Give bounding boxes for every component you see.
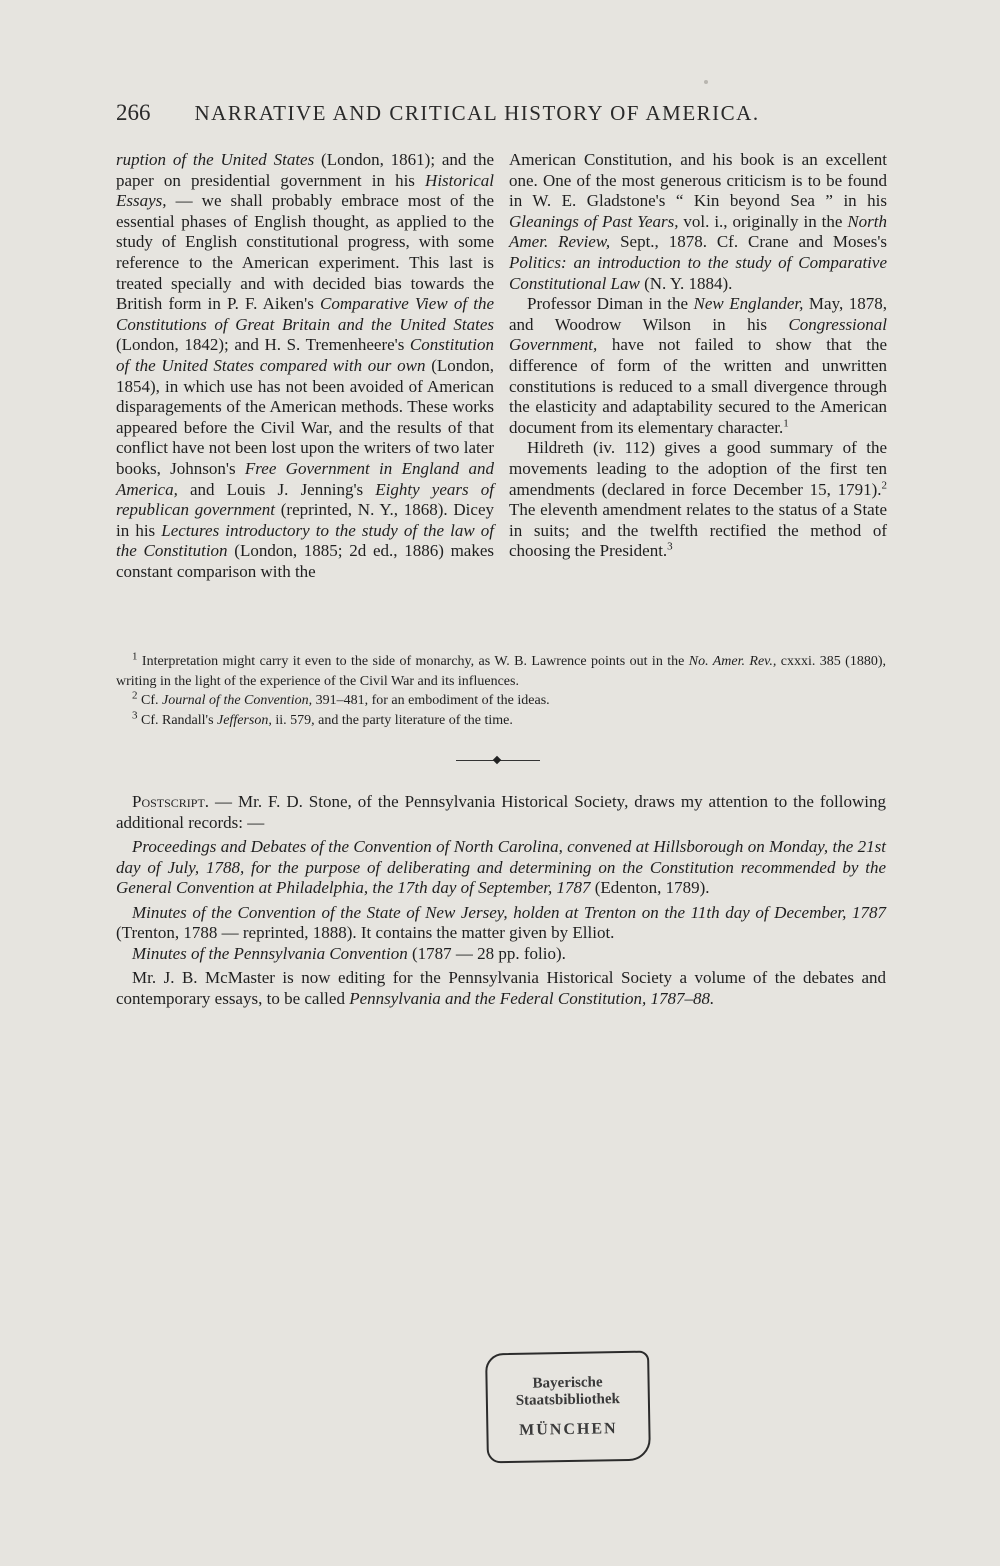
text-run: — Mr. F. D. Stone, of the Pennsylvania Historical Society, draws my attention to the following additional records: — (116, 792, 886, 832)
footnote-marker: 1 (783, 417, 789, 430)
italic-title: Eighty years of republican government (116, 479, 494, 520)
stamp-line-2: Staatsbibliothek (515, 1391, 621, 1409)
left-paragraph-1 (116, 150, 494, 582)
text-run: American Constitution, and his book is an excellent one. One of the most generous criticism is to be found in W. E. Gladstone's “ Kin beyond Sea ” in his (509, 150, 887, 211)
italic-title: Pennsylvania and the Federal Constitution, 1787–88. (349, 988, 715, 1008)
text-run: (reprinted, N. Y., 1868). Dicey in his (116, 500, 494, 540)
left-column (116, 150, 494, 582)
italic-title: Comparative View of the Constitutions of Great Britain and the United States (116, 294, 494, 334)
right-paragraph-2 (509, 294, 887, 438)
italic-title: Journal of the Convention, (162, 693, 313, 709)
text-run: 391–481, for an embodiment of the ideas. (312, 693, 550, 709)
text-run: cxxxi. 385 (1880), writing in the light of the experience of the Civil War and its influences. (116, 654, 886, 689)
text-run: The eleventh amendment relates to the status of a State in suits; and the twelfth rectified the method of choosing the President. (509, 500, 887, 561)
postscript-record-pennsylvania (116, 944, 886, 965)
right-column (509, 150, 887, 562)
text-run: Cf. Randall's (137, 712, 218, 728)
footnote-marker: 2 (881, 478, 887, 491)
italic-title: Historical Essays, (116, 170, 494, 211)
right-paragraph-3 (509, 438, 887, 562)
text-run: vol. i., originally in the (678, 211, 848, 231)
divider-ornament-icon (493, 756, 501, 764)
italic-title: Politics: an introduction to the study of Comparative Constitutional Law (509, 252, 887, 293)
footnote-marker: 2 (132, 689, 138, 702)
text-run: Hildreth (iv. 112) gives a good summary of the movements leading to the adoption of the first ten amendments (declared in force December 15, 1791). (509, 438, 887, 499)
italic-title: New Englander, (693, 294, 804, 314)
italic-title: Proceedings and Debates of the Convention of North Carolina, convened at Hillsborough on Monday, the 21st day of July, 1788, for the purpose of deliberating and determining on the Constitution recommended by the General Convention at Philadelphia, the 17th day of September, 1787 (116, 837, 886, 897)
italic-title: North Amer. Review, (509, 211, 887, 252)
footnote-marker: 1 (132, 650, 138, 663)
footnote-2 (116, 691, 886, 711)
postscript (116, 792, 886, 1009)
paper-spot (704, 80, 708, 84)
italic-title: Constitution of the United States compared with our own (116, 335, 494, 375)
italic-title: Jefferson, (217, 712, 272, 728)
italic-title: Minutes of the Convention of the State of New Jersey, holden at Trenton on the 11th day of December, 1787 (132, 902, 886, 922)
italic-title: Gleanings of Past Years, (509, 211, 679, 231)
italic-title: Minutes of the Pennsylvania Convention (132, 943, 408, 963)
text-run: (London, 1861); and the paper on presidential government in his (116, 150, 494, 190)
text-run: (N. Y. 1884). (639, 273, 733, 293)
italic-title: Congressional Government, (509, 314, 887, 355)
running-header (116, 100, 886, 126)
postscript-mcmaster-note (116, 968, 886, 1009)
text-run: and Louis J. Jenning's (177, 479, 376, 499)
text-run: Professor Diman in the (527, 294, 694, 314)
italic-title: Free Government in England and America, (116, 458, 494, 499)
text-run: Sept., 1878. Cf. Crane and Moses's (610, 232, 887, 252)
footnotes (116, 652, 886, 730)
text-run: May, 1878, and Woodrow Wilson in his (509, 294, 887, 334)
text-run: have not failed to show that the difference of form of the written and unwritten constitutions is reduced to a small divergence through the elasticity and adaptability secured to the American document from its elementary character. (509, 335, 887, 437)
text-run: Postscript. (132, 792, 210, 811)
text-run: (Edenton, 1789). (590, 878, 710, 897)
italic-title: No. Amer. Rev., (688, 654, 777, 669)
footnote-1 (116, 652, 886, 691)
page-number: 266 (116, 100, 151, 125)
running-title: NARRATIVE AND CRITICAL HISTORY OF AMERICA. (194, 101, 760, 125)
text-run: Cf. (137, 693, 162, 709)
stamp-line-1: Bayerische (532, 1374, 603, 1392)
text-run: ii. 579, and the party literature of the time. (271, 712, 513, 728)
text-run: (London, 1854), in which use has not been avoided of American disparagements of the American methods. These works appeared before the Civil War, and the results of that conflict have not been lost upon the writers of two later books, Johnson's (116, 355, 494, 478)
footnote-3 (116, 711, 886, 731)
library-stamp (485, 1351, 651, 1464)
text-run: — we shall probably embrace most of the essential phases of English thought, as applied to the study of English constitutional progress, with some reference to the American experiment. This last is treated specially and with decided bias towards the British form in P. F. Aiken's (116, 191, 494, 314)
text-run: (London, 1842); and H. S. Tremenheere's (116, 335, 410, 355)
right-paragraph-1 (509, 150, 887, 294)
postscript-record-new-jersey (116, 903, 886, 944)
italic-title: Lectures introductory to the study of the law of the Constitution (116, 520, 494, 561)
footnote-marker: 3 (667, 540, 673, 553)
stamp-line-3: MÜNCHEN (519, 1420, 618, 1439)
text-run: (London, 1885; 2d ed., 1886) makes constant comparison with the (116, 541, 495, 581)
postscript-intro (116, 792, 886, 833)
footnote-marker: 3 (132, 709, 138, 722)
text-run: (1787 — 28 pp. folio). (407, 943, 566, 963)
text-run: Interpretation might carry it even to the side of monarchy, as W. B. Lawrence points out in the (137, 654, 689, 669)
text-run: (Trenton, 1788 — reprinted, 1888). It contains the matter given by Elliot. (116, 923, 615, 942)
italic-title: ruption of the United States (116, 150, 315, 169)
postscript-record-north-carolina (116, 837, 886, 899)
text-run: Mr. J. B. McMaster is now editing for the Pennsylvania Historical Society a volume of the debates and contemporary essays, to be called (116, 968, 886, 1008)
